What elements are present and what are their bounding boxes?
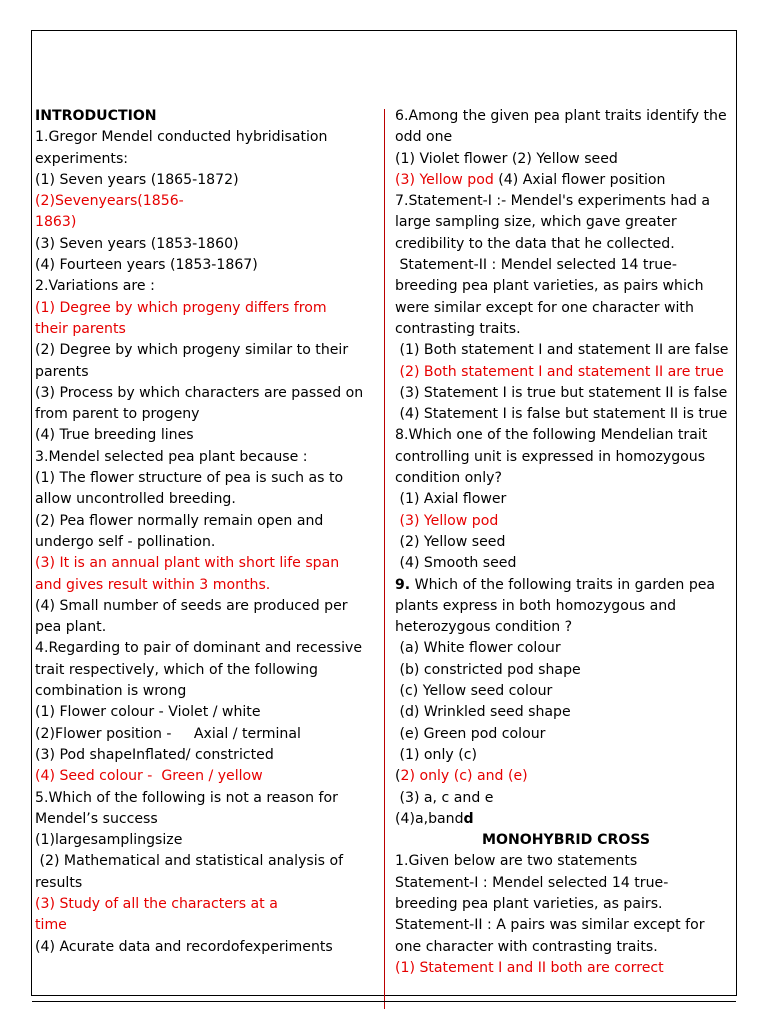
text-line: (2) Pea flower normally remain open and	[35, 512, 324, 529]
text-line: experiments:	[35, 150, 129, 167]
text-span: Which of the following traits in garden pea	[410, 576, 716, 593]
text-line: (d) Wrinkled seed shape	[395, 704, 571, 721]
text-line: (1) Violet flower (2) Yellow seed	[395, 150, 618, 167]
text-line: (1) only (c)	[395, 746, 477, 763]
text-line: combination is wrong	[35, 683, 187, 700]
text-line: (2) Both statement I and statement II are true	[395, 363, 724, 380]
text-line: condition only?	[395, 470, 502, 487]
text-line: 4.Regarding to pair of dominant and recessive	[35, 640, 362, 657]
text-line: allow uncontrolled breeding.	[35, 491, 236, 508]
text-line: (1) Statement I and II both are correct	[395, 959, 664, 976]
text-line: 6.Among the given pea plant traits identify the	[395, 108, 727, 124]
text-line: odd one	[395, 129, 453, 146]
column-divider	[384, 109, 385, 1009]
text-span: (4)a,band	[395, 810, 464, 827]
text-line: (3) Statement I is true but statement II is false	[395, 384, 728, 401]
text-line: their parents	[35, 320, 126, 337]
text-line: were similar except for one character with	[395, 299, 694, 316]
text-line: results	[35, 874, 83, 891]
text-line: breeding pea plant varieties, as pairs which	[395, 278, 704, 295]
text-line: Statement-II : Mendel selected 14 true-	[395, 257, 677, 274]
text-line: contrasting traits.	[395, 320, 521, 337]
text-line: (4) Acurate data and recordofexperiments	[35, 938, 333, 955]
text-line: large sampling size, which gave greater	[395, 214, 677, 231]
text-line: (4) Seed colour - Green / yellow	[35, 768, 263, 785]
text-line: undergo self - pollination.	[35, 533, 216, 550]
text-line: (1)largesamplingsize	[35, 832, 183, 849]
text-line: (4) Fourteen years (1853-1867)	[35, 257, 258, 274]
text-line	[395, 766, 737, 787]
text-line: (e) Green pod colour	[395, 725, 546, 742]
text-line: (3) Seven years (1853-1860)	[35, 235, 239, 252]
text-line: controlling unit is expressed in homozygous	[395, 448, 706, 465]
text-line: 3.Mendel selected pea plant because :	[35, 448, 308, 465]
text-line: 1.Given below are two statements	[395, 853, 638, 870]
text-line: credibility to the data that he collected.	[395, 235, 675, 252]
text-line: (a) White flower colour	[395, 640, 561, 657]
text-line: (3) Study of all the characters at a	[35, 895, 278, 912]
document-page	[31, 30, 737, 996]
text-line: parents	[35, 363, 89, 380]
text-line: time	[35, 917, 67, 934]
text-line: 1.Gregor Mendel conducted hybridisation	[35, 129, 328, 146]
text-span: (4) Axial flower position	[493, 171, 666, 188]
text-line	[395, 575, 737, 596]
text-line: Statement-II : A pairs was similar except for	[395, 917, 705, 934]
text-line: (1) The flower structure of pea is such as to	[35, 470, 344, 487]
text-line: (b) constricted pod shape	[395, 661, 581, 678]
text-line: (4) Small number of seeds are produced per	[35, 597, 348, 614]
text-line: (1) Flower colour - Violet / white	[35, 704, 261, 721]
right-column	[395, 106, 737, 979]
text-line: (3) It is an annual plant with short life span	[35, 555, 340, 572]
text-line: 2.Variations are :	[35, 278, 155, 295]
section-heading: INTRODUCTION	[35, 108, 157, 124]
section-heading: MONOHYBRID CROSS	[481, 832, 651, 849]
text-line: 5.Which of the following is not a reason for	[35, 789, 338, 806]
text-line: (2) Degree by which progeny similar to their	[35, 342, 349, 359]
text-line: (3) a, c and e	[395, 789, 494, 806]
text-line: and gives result within 3 months.	[35, 576, 271, 593]
text-span: d	[463, 810, 474, 827]
text-line: (2)Flower position - Axial / terminal	[35, 725, 301, 742]
text-line: (c) Yellow seed colour	[395, 683, 553, 700]
text-line: 7.Statement-I :- Mendel's experiments had a	[395, 193, 711, 210]
text-span: 2) only (c) and (e)	[400, 768, 528, 785]
text-span: (3) Yellow pod	[395, 171, 494, 188]
text-span: 9.	[395, 576, 411, 593]
text-line	[395, 170, 737, 191]
text-line	[395, 809, 737, 830]
text-line: (2) Yellow seed	[395, 533, 506, 550]
text-line: 1863)	[35, 214, 77, 231]
text-span: (	[395, 768, 401, 785]
text-line: trait respectively, which of the following	[35, 661, 318, 678]
text-line: (2) Mathematical and statistical analysis of	[35, 853, 344, 870]
text-line: (3) Pod shapeInflated/ constricted	[35, 746, 274, 763]
text-line: pea plant.	[35, 619, 107, 636]
text-line: Statement-I : Mendel selected 14 true-	[395, 874, 669, 891]
text-line: (2)Sevenyears(1856-	[35, 193, 184, 210]
text-line: (3) Yellow pod	[395, 512, 499, 529]
text-line: plants express in both homozygous and	[395, 597, 677, 614]
left-column	[35, 106, 375, 958]
text-line: heterozygous condition ?	[395, 619, 573, 636]
text-line: (1) Axial flower	[395, 491, 507, 508]
text-line: (1) Seven years (1865-1872)	[35, 171, 239, 188]
text-line: from parent to progeny	[35, 406, 200, 423]
text-line: (4) Statement I is false but statement II is true	[395, 406, 728, 423]
text-line: (4) Smooth seed	[395, 555, 517, 572]
text-line: (3) Process by which characters are passed on	[35, 384, 364, 401]
text-line: Mendel’s success	[35, 810, 158, 827]
text-line: (1) Degree by which progeny differs from	[35, 299, 327, 316]
text-line: 8.Which one of the following Mendelian trait	[395, 427, 708, 444]
text-line: (4) True breeding lines	[35, 427, 194, 444]
text-line: breeding pea plant varieties, as pairs.	[395, 895, 663, 912]
text-line: one character with contrasting traits.	[395, 938, 658, 955]
text-line: (1) Both statement I and statement II are false	[395, 342, 729, 359]
